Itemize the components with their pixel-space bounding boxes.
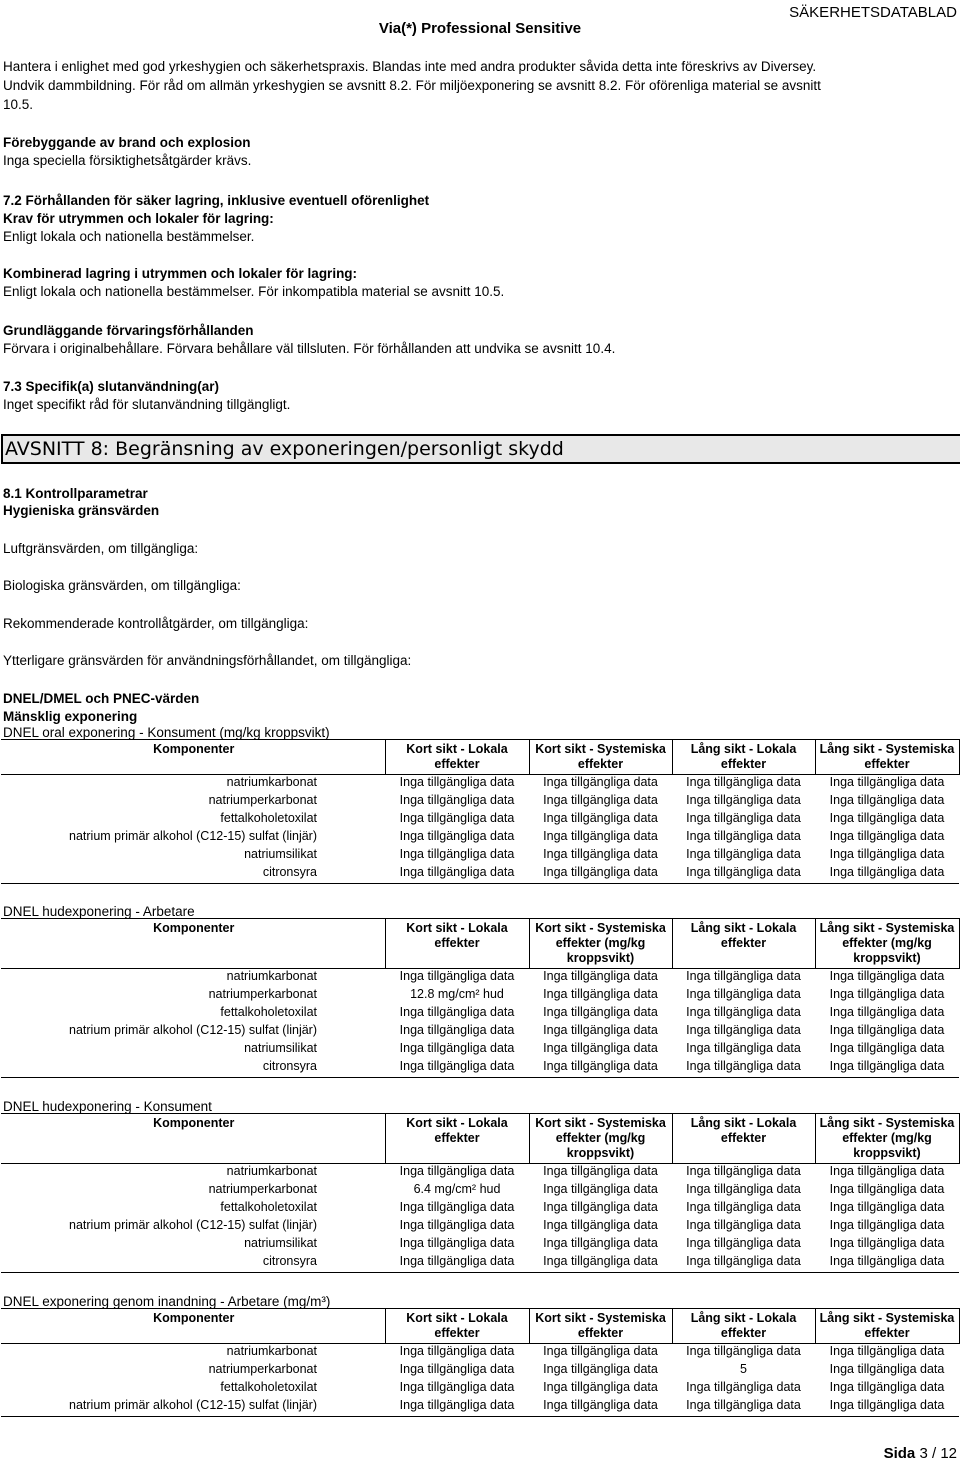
dnel-dermal-worker-table <box>1 918 960 1078</box>
value-cell: Inga tillgängliga data <box>399 1005 515 1019</box>
table-row <box>1 1041 959 1059</box>
table-row <box>1 1380 959 1398</box>
value-cell: Inga tillgängliga data <box>686 1164 801 1178</box>
value-cell: Inga tillgängliga data <box>543 1218 658 1232</box>
component-cell: natriumperkarbonat <box>208 1362 317 1376</box>
value-cell: Inga tillgängliga data <box>385 1059 529 1078</box>
table-header-row <box>1 919 959 969</box>
column-header: Komponenter <box>1 740 385 775</box>
value-cell: Inga tillgängliga data <box>829 811 945 825</box>
value-cell: Inga tillgängliga data <box>686 1218 801 1232</box>
value-cell: Inga tillgängliga data <box>829 1362 945 1376</box>
value-cell: Inga tillgängliga data <box>399 1362 515 1376</box>
value-cell: Inga tillgängliga data <box>399 1344 515 1358</box>
value-cell: Inga tillgängliga data <box>543 1344 658 1358</box>
component-cell: natriumkarbonat <box>226 775 317 789</box>
value-cell: Inga tillgängliga data <box>829 775 945 789</box>
value-cell: Inga tillgängliga data <box>686 1380 801 1394</box>
value-cell: Inga tillgängliga data <box>399 829 515 843</box>
value-cell: Inga tillgängliga data <box>686 847 801 861</box>
value-cell: Inga tillgängliga data <box>829 1236 945 1250</box>
value-cell: Inga tillgängliga data <box>829 793 945 807</box>
component-cell: natrium primär alkohol (C12-15) sulfat (linjär) <box>69 829 317 843</box>
section-8-title: AVSNITT 8: Begränsning av exponeringen/personligt skydd <box>1 434 960 464</box>
column-header: Komponenter <box>1 1309 385 1344</box>
value-cell: Inga tillgängliga data <box>815 865 959 884</box>
component-cell: natrium primär alkohol (C12-15) sulfat (linjär) <box>1 1398 385 1417</box>
value-cell: Inga tillgängliga data <box>543 987 658 1001</box>
table-header-row <box>1 740 959 775</box>
value-cell: Inga tillgängliga data <box>399 1164 515 1178</box>
value-cell: Inga tillgängliga data <box>399 811 515 825</box>
component-cell: natriumperkarbonat <box>208 793 317 807</box>
column-header: Kort sikt - Lokala effekter <box>385 740 529 775</box>
component-cell: natriumsilikat <box>244 1236 317 1250</box>
document-type-label: SÄKERHETSDATABLAD <box>789 4 957 21</box>
dnel-oral-consumer-table <box>1 739 960 884</box>
value-cell: Inga tillgängliga data <box>686 1200 801 1214</box>
value-cell: Inga tillgängliga data <box>829 1005 945 1019</box>
component-cell: fettalkoholetoxilat <box>220 811 317 825</box>
table-row <box>1 1059 959 1078</box>
value-cell: Inga tillgängliga data <box>829 1041 945 1055</box>
basic-storage-text: Förvara i originalbehållare. Förvara behållare väl tillsluten. För förhållanden att undvika se avsnitt 10.4. <box>3 341 616 356</box>
column-header: Lång sikt - Systemiska effekter <box>815 1309 959 1344</box>
section-8-1-heading: 8.1 Kontrollparametrar <box>3 486 148 501</box>
column-header: Kort sikt - Lokala effekter <box>385 1309 529 1344</box>
column-header: Lång sikt - Systemiska effekter (mg/kg kroppsvikt) <box>815 919 959 969</box>
table-row <box>1 1164 959 1183</box>
combined-storage-text: Enligt lokala och nationella bestämmelser. För inkompatibla material se avsnitt 10.5. <box>3 284 505 299</box>
component-cell: natriumsilikat <box>244 1041 317 1055</box>
column-header: Kort sikt - Systemiska effekter (mg/kg kroppsvikt) <box>529 1114 672 1164</box>
column-header: Komponenter <box>1 1114 385 1164</box>
table-row <box>1 987 959 1005</box>
further-limits-label: Ytterligare gränsvärden för användningsförhållandet, om tillgängliga: <box>3 653 412 668</box>
value-cell: Inga tillgängliga data <box>399 775 515 789</box>
value-cell: Inga tillgängliga data <box>543 829 658 843</box>
table-row <box>1 811 959 829</box>
component-cell: natrium primär alkohol (C12-15) sulfat (linjär) <box>69 1023 317 1037</box>
column-header: Kort sikt - Lokala effekter <box>385 1114 529 1164</box>
table-row <box>1 1362 959 1380</box>
table-row <box>1 829 959 847</box>
dnel-pnec-heading: DNEL/DMEL och PNEC-värden <box>3 691 200 706</box>
total-pages: 12 <box>940 1445 957 1462</box>
table-row <box>1 1023 959 1041</box>
table-row <box>1 865 959 884</box>
storage-requirements-text: Enligt lokala och nationella bestämmelser. <box>3 229 255 244</box>
table-row <box>1 1005 959 1023</box>
component-cell: natriumkarbonat <box>226 969 317 983</box>
component-cell: citronsyra <box>1 1254 385 1273</box>
section-7-2-heading: 7.2 Förhållanden för säker lagring, inklusive eventuell oförenlighet <box>3 193 430 208</box>
table-row <box>1 969 959 988</box>
value-cell: Inga tillgängliga data <box>543 811 658 825</box>
component-cell: natriumkarbonat <box>226 1344 317 1358</box>
dnel-table-caption: DNEL hudexponering - Konsument <box>3 1099 212 1114</box>
value-cell: Inga tillgängliga data <box>543 969 658 983</box>
value-cell: Inga tillgängliga data <box>543 847 658 861</box>
value-cell: Inga tillgängliga data <box>529 865 672 884</box>
column-header: Lång sikt - Systemiska effekter (mg/kg kroppsvikt) <box>815 1114 959 1164</box>
storage-requirements-heading: Krav för utrymmen och lokaler för lagring: <box>3 211 274 226</box>
value-cell: Inga tillgängliga data <box>829 969 945 983</box>
value-cell: Inga tillgängliga data <box>543 1200 658 1214</box>
column-header: Kort sikt - Lokala effekter <box>385 919 529 969</box>
value-cell: Inga tillgängliga data <box>399 847 515 861</box>
table-row <box>1 1398 959 1417</box>
dnel-table-caption: DNEL exponering genom inandning - Arbetare (mg/m³) <box>3 1294 331 1309</box>
table-row <box>1 775 959 794</box>
value-cell: Inga tillgängliga data <box>686 969 801 983</box>
fire-heading: Förebyggande av brand och explosion <box>3 135 251 150</box>
column-header: Lång sikt - Systemiska effekter <box>815 740 959 775</box>
value-cell: Inga tillgängliga data <box>686 775 801 789</box>
value-cell: Inga tillgängliga data <box>399 1041 515 1055</box>
dnel-table-caption: DNEL oral exponering - Konsument (mg/kg kroppsvikt) <box>3 725 330 740</box>
column-header: Lång sikt - Lokala effekter <box>672 740 815 775</box>
recommended-controls-label: Rekommenderade kontrollåtgärder, om tillgängliga: <box>3 616 309 631</box>
value-cell: Inga tillgängliga data <box>672 1254 815 1273</box>
value-cell: Inga tillgängliga data <box>399 793 515 807</box>
value-cell: Inga tillgängliga data <box>829 1182 945 1196</box>
value-cell: Inga tillgängliga data <box>686 829 801 843</box>
column-header: Lång sikt - Lokala effekter <box>672 1309 815 1344</box>
value-cell: Inga tillgängliga data <box>543 1041 658 1055</box>
value-cell: Inga tillgängliga data <box>672 1398 815 1417</box>
value-cell: Inga tillgängliga data <box>529 1254 672 1273</box>
value-cell: Inga tillgängliga data <box>543 775 658 789</box>
component-cell: natriumsilikat <box>244 847 317 861</box>
dnel-dermal-consumer-table <box>1 1113 960 1273</box>
value-cell: Inga tillgängliga data <box>543 1164 658 1178</box>
value-cell: Inga tillgängliga data <box>399 969 515 983</box>
value-cell: Inga tillgängliga data <box>686 1005 801 1019</box>
value-cell: Inga tillgängliga data <box>829 1164 945 1178</box>
value-cell: Inga tillgängliga data <box>399 1236 515 1250</box>
column-header: Lång sikt - Lokala effekter <box>672 919 815 969</box>
value-cell: Inga tillgängliga data <box>829 1200 945 1214</box>
value-cell: Inga tillgängliga data <box>686 1344 801 1358</box>
value-cell: Inga tillgängliga data <box>399 1380 515 1394</box>
value-cell: Inga tillgängliga data <box>543 793 658 807</box>
value-cell: Inga tillgängliga data <box>815 1398 959 1417</box>
value-cell: 6.4 mg/cm² hud <box>413 1182 501 1196</box>
table-row <box>1 1254 959 1273</box>
value-cell: Inga tillgängliga data <box>686 793 801 807</box>
column-header: Lång sikt - Lokala effekter <box>672 1114 815 1164</box>
value-cell: Inga tillgängliga data <box>543 1005 658 1019</box>
value-cell: Inga tillgängliga data <box>829 1344 945 1358</box>
table-row <box>1 847 959 865</box>
component-cell: citronsyra <box>1 1059 385 1078</box>
page-number <box>884 1445 957 1462</box>
component-cell: natriumperkarbonat <box>208 987 317 1001</box>
value-cell: Inga tillgängliga data <box>672 865 815 884</box>
dnel-inhalation-worker-table <box>1 1308 960 1417</box>
hygiene-limits-heading: Hygieniska gränsvärden <box>3 503 160 518</box>
value-cell: Inga tillgängliga data <box>543 1362 658 1376</box>
section-7-3-heading: 7.3 Specifik(a) slutanvändning(ar) <box>3 379 220 394</box>
current-page: 3 <box>919 1445 928 1462</box>
value-cell: Inga tillgängliga data <box>829 1218 945 1232</box>
dnel-table-caption: DNEL hudexponering - Arbetare <box>3 904 195 919</box>
value-cell: Inga tillgängliga data <box>385 865 529 884</box>
table-row <box>1 1182 959 1200</box>
air-limits-label: Luftgränsvärden, om tillgängliga: <box>3 541 199 556</box>
value-cell: Inga tillgängliga data <box>385 1254 529 1273</box>
column-header: Kort sikt - Systemiska effekter <box>529 740 672 775</box>
intro-line-1: Hantera i enlighet med god yrkeshygien och säkerhetspraxis. Blandas inte med andra produkter såvida detta inte föreskrivs av Diversey. <box>3 59 817 74</box>
value-cell: Inga tillgängliga data <box>529 1398 672 1417</box>
intro-line-2: Undvik dammbildning. För råd om allmän yrkeshygien se avsnitt 8.2. För miljöexponering se avsnitt 8.2. För oförenliga material se avsnitt <box>3 78 821 93</box>
component-cell: fettalkoholetoxilat <box>220 1200 317 1214</box>
table-row <box>1 1344 959 1363</box>
value-cell: Inga tillgängliga data <box>829 829 945 843</box>
value-cell: Inga tillgängliga data <box>815 1254 959 1273</box>
value-cell: Inga tillgängliga data <box>686 1041 801 1055</box>
value-cell: Inga tillgängliga data <box>543 1380 658 1394</box>
value-cell: Inga tillgängliga data <box>672 1059 815 1078</box>
section-7-3-text: Inget specifikt råd för slutanvändning tillgängligt. <box>3 397 291 412</box>
value-cell: Inga tillgängliga data <box>399 1023 515 1037</box>
value-cell: Inga tillgängliga data <box>399 1218 515 1232</box>
document-product-title: Via(*) Professional Sensitive <box>378 20 582 37</box>
table-row <box>1 1218 959 1236</box>
basic-storage-heading: Grundläggande förvaringsförhållanden <box>3 323 254 338</box>
value-cell: Inga tillgängliga data <box>385 1398 529 1417</box>
value-cell: Inga tillgängliga data <box>829 987 945 1001</box>
page-separator: / <box>931 1445 937 1462</box>
component-cell: citronsyra <box>1 865 385 884</box>
fire-text: Inga speciella försiktighetsåtgärder krävs. <box>3 153 252 168</box>
component-cell: natrium primär alkohol (C12-15) sulfat (linjär) <box>69 1218 317 1232</box>
value-cell: Inga tillgängliga data <box>686 1236 801 1250</box>
value-cell: Inga tillgängliga data <box>829 1380 945 1394</box>
column-header: Komponenter <box>1 919 385 969</box>
value-cell: Inga tillgängliga data <box>829 1023 945 1037</box>
value-cell: Inga tillgängliga data <box>543 1023 658 1037</box>
value-cell: 5 <box>740 1362 747 1376</box>
component-cell: fettalkoholetoxilat <box>220 1380 317 1394</box>
human-exposure-heading: Mänsklig exponering <box>3 709 138 724</box>
value-cell: Inga tillgängliga data <box>686 987 801 1001</box>
combined-storage-heading: Kombinerad lagring i utrymmen och lokaler för lagring: <box>3 266 358 281</box>
table-row <box>1 1236 959 1254</box>
value-cell: Inga tillgängliga data <box>543 1236 658 1250</box>
column-header: Kort sikt - Systemiska effekter <box>529 1309 672 1344</box>
column-header: Kort sikt - Systemiska effekter (mg/kg kroppsvikt) <box>529 919 672 969</box>
page-label: Sida <box>883 1445 916 1462</box>
table-header-row <box>1 1114 959 1164</box>
value-cell: Inga tillgängliga data <box>686 811 801 825</box>
table-row <box>1 793 959 811</box>
value-cell: 12.8 mg/cm² hud <box>410 987 504 1001</box>
value-cell: Inga tillgängliga data <box>543 1182 658 1196</box>
component-cell: fettalkoholetoxilat <box>220 1005 317 1019</box>
table-header-row <box>1 1309 959 1344</box>
value-cell: Inga tillgängliga data <box>815 1059 959 1078</box>
intro-line-3: 10.5. <box>3 97 34 112</box>
value-cell: Inga tillgängliga data <box>686 1182 801 1196</box>
component-cell: natriumkarbonat <box>226 1164 317 1178</box>
table-row <box>1 1200 959 1218</box>
value-cell: Inga tillgängliga data <box>686 1023 801 1037</box>
value-cell: Inga tillgängliga data <box>399 1200 515 1214</box>
biological-limits-label: Biologiska gränsvärden, om tillgängliga: <box>3 578 241 593</box>
value-cell: Inga tillgängliga data <box>529 1059 672 1078</box>
value-cell: Inga tillgängliga data <box>829 847 945 861</box>
component-cell: natriumperkarbonat <box>208 1182 317 1196</box>
